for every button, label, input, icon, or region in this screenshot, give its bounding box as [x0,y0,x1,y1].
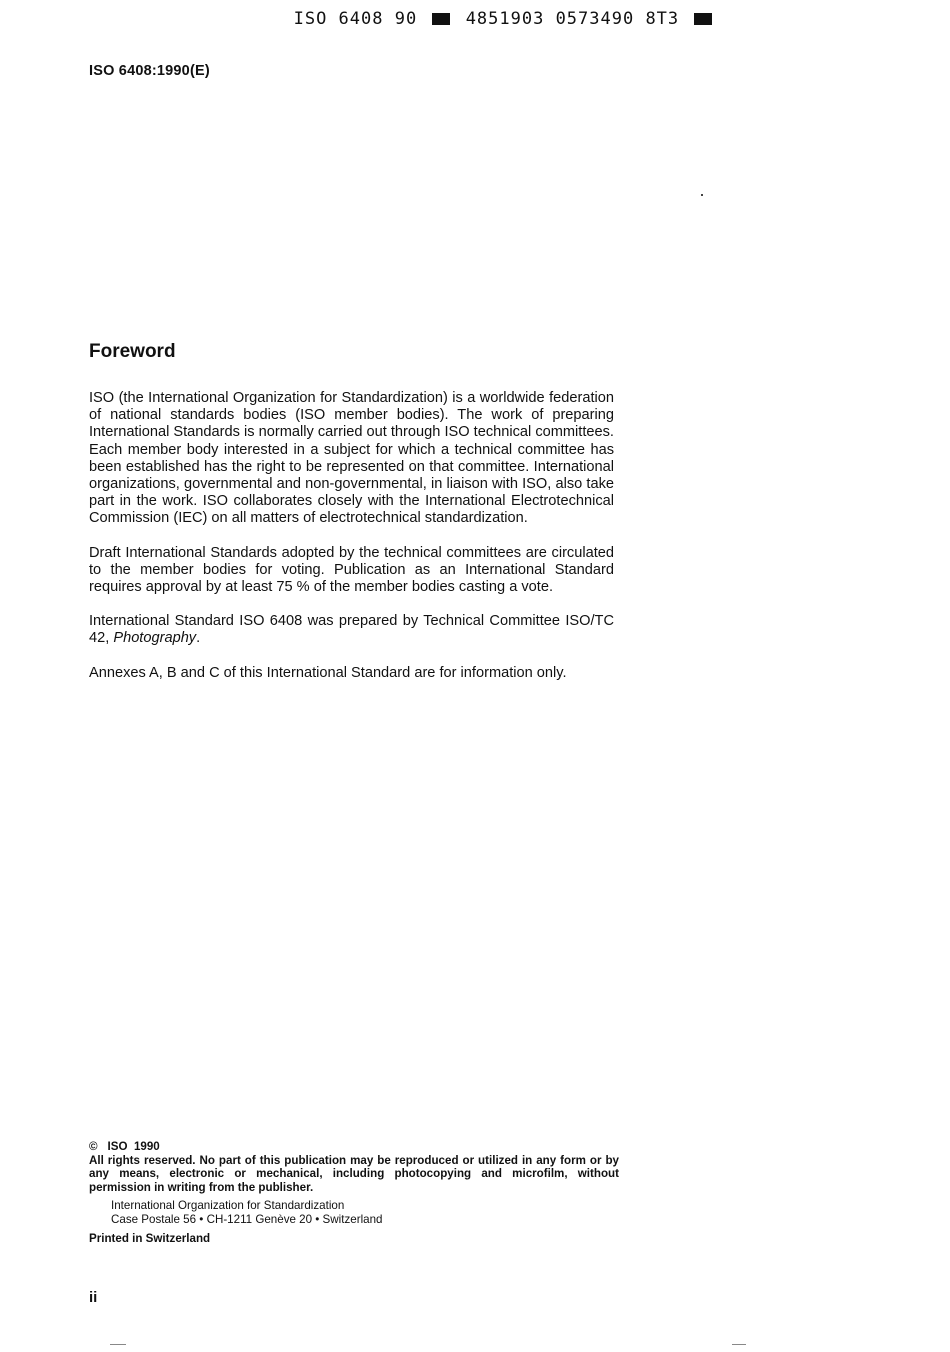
copyright-icon: © [89,1140,98,1153]
org-address: Case Postale 56 • CH-1211 Genève 20 • Switzerland [111,1212,383,1226]
foreword-paragraph-1: ISO (the International Organization for Standardization) is a worldwide federation of national standards bodies (ISO member bodies). The work of preparing International Standards is normally carried out through ISO technical committees. Each member body interested in a subject for which a technical committee has been established has the right to be represented on that committee. International organizations, governmental and non-governmental, in liaison with ISO, also take part in the work. ISO collaborates closely with the International Electrotechnical Commission (IEC) on all matters of electrotechnical standardization. [89,390,614,527]
committee-title: Photography [113,630,197,647]
page-number: ii [89,1289,98,1306]
foreword-paragraph-4: Annexes A, B and C of this International Standard are for information only. [89,664,567,681]
foreword-paragraph-2: Draft International Standards adopted by the technical committees are circulated to the member bodies for voting. Publication as an International Standard requires approval by at least 75 % of the member bodies casting a vote. [89,544,614,596]
scan-speck [701,194,703,196]
copyright-block [89,1140,619,1245]
scan-mark-right [732,1344,746,1345]
foreword-title: Foreword [89,341,176,362]
printed-in: Printed in Switzerland [89,1231,211,1245]
rights-statement: All rights reserved. No part of this publication may be reproduced or utilized in any form or by any means, electronic or mechanical, including photocopying and microfilm, without permission in writing from the publisher. [89,1153,619,1194]
prepared-by-prefix: International Standard ISO 6408 was prepared by Technical Committee ISO/TC 42, [89,613,614,647]
foreword-paragraph-3 [89,613,614,647]
publisher-address [111,1199,619,1226]
copyright-holder: ISO 1990 [107,1140,160,1153]
black-block-mark [694,13,712,25]
prepared-by-suffix: . [196,630,201,647]
scan-header-code [0,9,950,29]
org-name: International Organization for Standardization [111,1199,345,1213]
foreword-body [89,390,614,682]
document-id: ISO 6408:1990(E) [89,63,210,79]
scan-mark-left [110,1344,126,1345]
header-code-part2: 4851903 0573490 8T3 [465,9,680,29]
black-block-mark [432,13,450,25]
copyright-line [89,1140,619,1154]
header-code-part1: ISO 6408 90 [293,9,418,29]
